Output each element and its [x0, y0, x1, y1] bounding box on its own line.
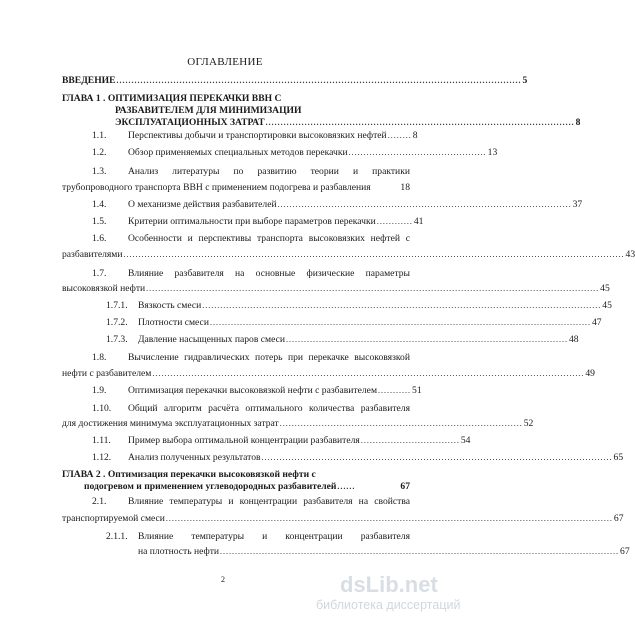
toc-page: 49	[585, 368, 595, 379]
toc-number: 1.2.	[92, 147, 107, 158]
toc-number: 1.12.	[92, 452, 112, 463]
leader-dots: ............	[376, 217, 413, 226]
leader-dots: .......................................................................................................	[265, 118, 575, 127]
toc-label: разбавителями	[62, 249, 123, 260]
toc-number: 1.11.	[92, 435, 111, 446]
toc-entry-1-4[interactable]	[128, 199, 583, 211]
watermark	[316, 572, 461, 616]
leader-dots: .....................................................................................................................................................	[165, 514, 613, 523]
toc-label: для достижения минимума эксплуатационных затрат	[62, 418, 279, 429]
toc-entry-1-1[interactable]	[128, 130, 418, 142]
toc-number: 1.7.2.	[106, 317, 128, 328]
toc-label: трубопроводного транспорта ВВН с применением подогрева и разбавления	[62, 182, 371, 193]
toc-label: Вязкость смеси	[138, 300, 202, 311]
toc-entry-2-1-1-line1[interactable]: Влияние температуры и концентрации разбавителя	[138, 531, 410, 542]
toc-entry-1-6[interactable]	[62, 249, 635, 261]
toc-number: 1.10.	[92, 403, 112, 414]
toc-label: подогревом и применением углеводородных разбавителей	[84, 481, 337, 492]
leader-dots: .......................................................................................................................................................	[146, 284, 600, 293]
toc-page: 65	[613, 452, 624, 463]
page-number: 2	[221, 575, 225, 584]
toc-entry-chapter1[interactable]	[115, 117, 581, 129]
watermark-logo: dsLib.net	[340, 572, 438, 597]
toc-label: Пример выбора оптимальной концентрации разбавителя	[128, 435, 360, 446]
toc-entry-1-3[interactable]	[62, 182, 410, 194]
toc-entry-2-1[interactable]	[62, 513, 624, 525]
leader-dots: ..............................................	[348, 148, 487, 157]
toc-number: 1.5.	[92, 216, 107, 227]
toc-entry-chapter2[interactable]	[84, 481, 410, 493]
toc-entry-1-9[interactable]	[128, 385, 422, 397]
toc-entry-1-8[interactable]	[62, 368, 595, 380]
toc-entry-1-6-line1[interactable]: Особенности и перспективы транспорта высоковязких нефтей с	[128, 233, 410, 244]
chapter2-heading-line1[interactable]: ГЛАВА 2 . Оптимизация перекачки высоковязкой нефти с	[62, 469, 316, 480]
toc-label: транспортируемой смеси	[62, 513, 165, 524]
toc-page: 48	[568, 334, 579, 345]
toc-page: 45	[602, 300, 612, 311]
toc-number: 1.4.	[92, 199, 107, 210]
toc-page: 45	[600, 283, 610, 294]
toc-entry-1-8-line1[interactable]: Вычисление гидравлических потерь при перекачке высоковязкой	[128, 352, 410, 363]
leader-dots: ...........	[378, 386, 412, 395]
toc-number: 1.3.	[92, 166, 107, 177]
toc-page: 8	[575, 117, 581, 128]
leader-dots: ................................................................................................................................................	[152, 369, 585, 378]
toc-page: 5	[522, 75, 528, 86]
toc-entry-1-2[interactable]	[128, 147, 498, 159]
toc-label: на плотность нефти	[138, 546, 220, 557]
toc-page: 41	[413, 216, 424, 227]
toc-label: нефти с разбавителем	[62, 368, 152, 379]
toc-entry-1-7-line1[interactable]: Влияние разбавителя на основные физические параметры	[128, 268, 410, 279]
toc-label: Критерии оптимальности при выборе параметров перекачки	[128, 216, 376, 227]
toc-page: 18	[400, 182, 410, 193]
toc-entry-1-5[interactable]	[128, 216, 424, 228]
leader-dots: ...............................................................................................................................	[209, 318, 591, 327]
chapter1-heading-line2[interactable]: РАЗБАВИТЕЛЕМ ДЛЯ МИНИМИЗАЦИИ	[115, 105, 302, 116]
page-title: ОГЛАВЛЕНИЕ	[187, 56, 263, 68]
toc-number: 1.7.	[92, 268, 107, 279]
toc-page: 8	[412, 130, 418, 141]
watermark-subtitle: библиотека диссертаций	[316, 598, 461, 612]
toc-page: 47	[591, 317, 602, 328]
toc-label: Давление насыщенных паров смеси	[138, 334, 285, 345]
leader-dots: ........	[387, 131, 412, 140]
toc-entry-1-11[interactable]	[128, 435, 471, 447]
toc-label: Анализ полученных результатов	[128, 452, 261, 463]
toc-page: 43	[625, 249, 635, 260]
toc-entry-2-1-line1[interactable]: Влияние температуры и концентрации разбавителя на свойства	[128, 496, 410, 507]
toc-entry-1-3-line1[interactable]: Анализ литературы по развитию теории и практики	[128, 166, 410, 177]
toc-number: 1.1.	[92, 130, 107, 141]
toc-entry-intro[interactable]	[62, 75, 528, 87]
toc-number: 1.8.	[92, 352, 107, 363]
toc-label: Перспективы добычи и транспортировки высоковязких нефтей	[128, 130, 387, 141]
toc-label: ЭКСПЛУАТАЦИОННЫХ ЗАТРАТ	[115, 117, 265, 128]
toc-number: 1.7.1.	[106, 300, 128, 311]
toc-entry-1-7[interactable]	[62, 283, 610, 295]
leader-dots: .................................	[360, 436, 460, 445]
toc-entry-1-10[interactable]	[62, 418, 534, 430]
leader-dots: .....................................................................................................................	[261, 453, 613, 462]
leader-dots: .....................................................................................................................................	[202, 301, 602, 310]
leader-dots: .....................................................................................................................................	[220, 547, 620, 556]
toc-page: 37	[572, 199, 583, 210]
toc-label: ВВЕДЕНИЕ	[62, 75, 116, 86]
toc-page: 67	[400, 481, 410, 492]
toc-entry-1-12[interactable]	[128, 452, 624, 464]
toc-page: 51	[412, 385, 422, 396]
toc-entry-1-10-line1[interactable]: Общий алгоритм расчёта оптимального количества разбавителя	[128, 403, 410, 414]
toc-entry-1-7-2[interactable]	[138, 317, 602, 329]
toc-number: 1.9.	[92, 385, 107, 396]
leader-dots: .......................................................................................................................................................................	[123, 250, 625, 259]
toc-number: 2.1.1.	[106, 531, 128, 542]
toc-page: 67	[620, 546, 630, 557]
toc-entry-1-7-3[interactable]	[138, 334, 579, 346]
toc-page: 13	[487, 147, 498, 158]
leader-dots: .................................................................................	[279, 419, 523, 428]
chapter1-heading-line1[interactable]: ГЛАВА 1 . ОПТИМИЗАЦИЯ ПЕРЕКАЧКИ ВВН С	[62, 93, 282, 104]
leader-dots: ..................................................................................................	[277, 200, 572, 209]
leader-dots: ......	[337, 482, 356, 491]
toc-page: 67	[613, 513, 624, 524]
toc-number: 2.1.	[92, 496, 107, 507]
toc-entry-2-1-1[interactable]	[138, 546, 630, 558]
toc-label: О механизме действия разбавителей	[128, 199, 277, 210]
toc-label: Оптимизация перекачки высоковязкой нефти с разбавителем	[128, 385, 378, 396]
toc-page: 54	[460, 435, 471, 446]
toc-number: 1.7.3.	[106, 334, 128, 345]
toc-label: Обзор применяемых специальных методов перекачки	[128, 147, 348, 158]
toc-label: Плотности смеси	[138, 317, 209, 328]
leader-dots: .......................................................................................................................................	[116, 76, 522, 85]
toc-entry-1-7-1[interactable]	[138, 300, 612, 312]
toc-label: высоковязкой нефти	[62, 283, 146, 294]
toc-number: 1.6.	[92, 233, 107, 244]
toc-page: 52	[523, 418, 534, 429]
leader-dots: ..............................................................................................	[285, 335, 568, 344]
